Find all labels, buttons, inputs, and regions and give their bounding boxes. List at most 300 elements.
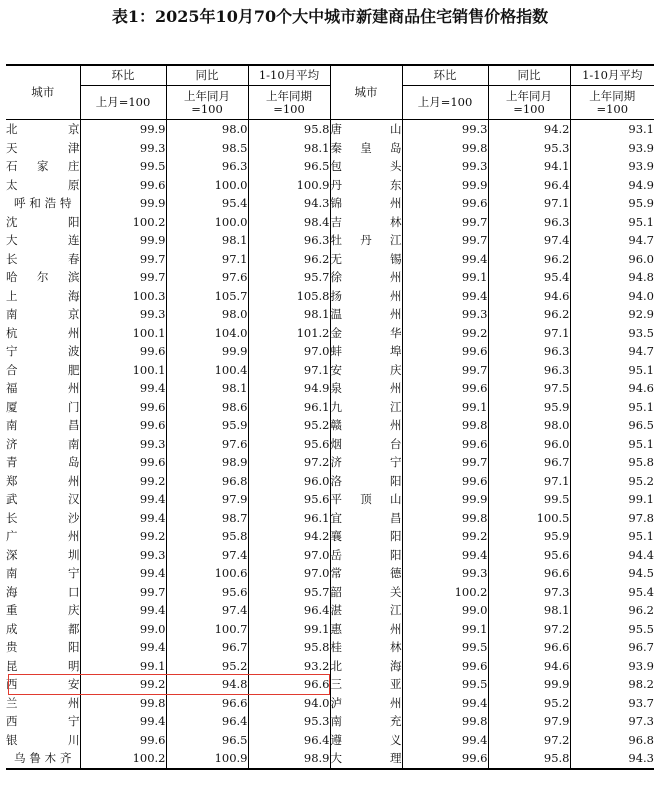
right-mom-value: 99.8 — [402, 712, 488, 731]
right-avg-value: 94.0 — [570, 287, 654, 306]
table-row — [6, 638, 654, 657]
right-avg-value: 96.7 — [570, 638, 654, 657]
right-city-name: 惠州 — [330, 620, 402, 639]
right-city-name: 丹东 — [330, 176, 402, 195]
left-mom-value: 99.0 — [80, 620, 166, 639]
left-yoy-value: 99.9 — [166, 342, 248, 361]
right-avg-value: 95.1 — [570, 398, 654, 417]
right-city-name: 赣州 — [330, 416, 402, 435]
left-avg-value: 94.0 — [248, 694, 330, 713]
right-yoy-value: 97.3 — [488, 583, 570, 602]
right-yoy-value: 94.1 — [488, 157, 570, 176]
left-city-name: 乌鲁木齐 — [6, 749, 80, 769]
right-mom-value: 100.2 — [402, 583, 488, 602]
left-yoy-value: 98.6 — [166, 398, 248, 417]
right-city-name: 大理 — [330, 749, 402, 769]
table-row — [6, 120, 654, 139]
left-avg-value: 94.3 — [248, 194, 330, 213]
left-avg-value: 97.0 — [248, 342, 330, 361]
table-row — [6, 453, 654, 472]
right-city-name: 三亚 — [330, 675, 402, 694]
header-yoy-right: 同比 — [488, 65, 570, 86]
left-city-name: 西安 — [6, 677, 80, 691]
left-yoy-value: 97.4 — [166, 546, 248, 565]
header-yoy-sub-right: 上年同月=100 — [488, 86, 570, 120]
left-city-name: 上海 — [6, 288, 80, 303]
right-avg-value: 98.2 — [570, 675, 654, 694]
right-city-name: 蚌埠 — [330, 342, 402, 361]
right-mom-value: 99.4 — [402, 731, 488, 750]
right-avg-value: 94.7 — [570, 231, 654, 250]
right-avg-value: 96.5 — [570, 416, 654, 435]
left-mom-value: 99.9 — [80, 120, 166, 139]
right-yoy-value: 96.3 — [488, 213, 570, 232]
right-city-name: 宜昌 — [330, 509, 402, 528]
left-city-name: 宁波 — [6, 344, 80, 358]
right-yoy-value: 96.4 — [488, 176, 570, 195]
left-mom-value: 99.4 — [80, 712, 166, 731]
right-avg-value: 94.3 — [570, 749, 654, 769]
right-city-name: 唐山 — [330, 120, 402, 139]
left-city-name: 石家庄 — [6, 159, 80, 173]
left-avg-value: 95.6 — [248, 490, 330, 509]
table-row — [6, 527, 654, 546]
right-city-name: 包头 — [330, 157, 402, 176]
right-mom-value: 99.9 — [402, 176, 488, 195]
left-yoy-value: 97.6 — [166, 435, 248, 454]
right-avg-value: 95.9 — [570, 194, 654, 213]
left-city-name: 大连 — [6, 233, 80, 247]
right-yoy-value: 97.1 — [488, 472, 570, 491]
right-avg-value: 95.1 — [570, 361, 654, 380]
left-yoy-value: 98.1 — [166, 379, 248, 398]
left-city-name: 西宁 — [6, 714, 80, 728]
left-yoy-value: 95.8 — [166, 527, 248, 546]
right-yoy-value: 97.1 — [488, 324, 570, 343]
header-city-right: 城市 — [330, 65, 402, 120]
table-title: 表1：2025年10月70个大中城市新建商品住宅销售价格指数 — [111, 7, 549, 26]
table-header — [6, 65, 654, 120]
right-avg-value: 92.9 — [570, 305, 654, 324]
left-avg-value: 98.4 — [248, 213, 330, 232]
left-avg-value: 99.1 — [248, 620, 330, 639]
table-row — [6, 546, 654, 565]
right-yoy-value: 95.4 — [488, 268, 570, 287]
right-yoy-value: 96.3 — [488, 361, 570, 380]
table-row — [6, 231, 654, 250]
left-city-name: 南宁 — [6, 566, 80, 580]
right-yoy-value: 96.3 — [488, 342, 570, 361]
left-mom-value: 99.6 — [80, 398, 166, 417]
table-row — [6, 416, 654, 435]
right-city-name: 湛江 — [330, 601, 402, 620]
header-mom-sub-left: 上月=100 — [80, 86, 166, 120]
right-avg-value: 95.1 — [570, 435, 654, 454]
right-mom-value: 99.3 — [402, 305, 488, 324]
left-avg-value: 96.6 — [248, 675, 330, 694]
left-yoy-value: 100.9 — [166, 749, 248, 769]
right-yoy-value: 96.6 — [488, 638, 570, 657]
left-mom-value: 99.3 — [80, 546, 166, 565]
right-city-name: 九江 — [330, 398, 402, 417]
header-city-left: 城市 — [6, 65, 80, 120]
left-avg-value: 95.7 — [248, 583, 330, 602]
left-mom-value: 99.2 — [80, 675, 166, 694]
right-avg-value: 93.5 — [570, 324, 654, 343]
left-yoy-value: 98.1 — [166, 231, 248, 250]
left-mom-value: 99.4 — [80, 564, 166, 583]
left-mom-value: 99.3 — [80, 435, 166, 454]
left-mom-value: 100.1 — [80, 324, 166, 343]
left-city-name: 福州 — [6, 381, 80, 395]
left-yoy-value: 98.0 — [166, 305, 248, 324]
right-mom-value: 99.3 — [402, 120, 488, 139]
right-city-name: 桂林 — [330, 638, 402, 657]
right-mom-value: 99.4 — [402, 694, 488, 713]
right-mom-value: 99.6 — [402, 342, 488, 361]
left-yoy-value: 100.0 — [166, 213, 248, 232]
header-avg-left: 1-10月平均 — [248, 65, 330, 86]
right-yoy-value: 95.9 — [488, 527, 570, 546]
price-index-table — [6, 64, 654, 770]
right-yoy-value: 97.2 — [488, 620, 570, 639]
right-avg-value: 95.1 — [570, 527, 654, 546]
right-yoy-value: 94.6 — [488, 657, 570, 676]
right-city-name: 吉林 — [330, 213, 402, 232]
right-city-name: 襄阳 — [330, 527, 402, 546]
left-mom-value: 99.2 — [80, 527, 166, 546]
left-city-name: 厦门 — [6, 399, 80, 414]
left-mom-value: 99.4 — [80, 509, 166, 528]
left-mom-value: 99.6 — [80, 416, 166, 435]
left-avg-value: 96.1 — [248, 509, 330, 528]
header-avg-sub-left: 上年同期=100 — [248, 86, 330, 120]
right-mom-value: 99.5 — [402, 675, 488, 694]
table-row — [6, 361, 654, 380]
left-yoy-value: 95.4 — [166, 194, 248, 213]
left-avg-value: 98.9 — [248, 749, 330, 769]
left-yoy-value: 98.5 — [166, 139, 248, 158]
right-mom-value: 99.3 — [402, 564, 488, 583]
right-avg-value: 94.6 — [570, 379, 654, 398]
right-avg-value: 97.3 — [570, 712, 654, 731]
right-yoy-value: 95.8 — [488, 749, 570, 769]
left-mom-value: 99.9 — [80, 231, 166, 250]
right-yoy-value: 96.7 — [488, 453, 570, 472]
right-city-name: 无锡 — [330, 250, 402, 269]
table-row — [6, 342, 654, 361]
left-city-name: 南京 — [6, 307, 80, 321]
left-avg-value: 95.2 — [248, 416, 330, 435]
left-avg-value: 95.3 — [248, 712, 330, 731]
right-mom-value: 99.1 — [402, 620, 488, 639]
left-city-name: 呼和浩特 — [14, 196, 72, 210]
left-yoy-value: 97.4 — [166, 601, 248, 620]
right-avg-value: 97.8 — [570, 509, 654, 528]
header-mom-right: 环比 — [402, 65, 488, 86]
right-yoy-value: 98.0 — [488, 416, 570, 435]
right-city-name: 安庆 — [330, 361, 402, 380]
left-yoy-value: 100.7 — [166, 620, 248, 639]
left-avg-value: 101.2 — [248, 324, 330, 343]
left-mom-value: 99.6 — [80, 731, 166, 750]
left-avg-value: 95.8 — [248, 120, 330, 139]
table-row — [6, 749, 654, 769]
left-city-name: 太原 — [6, 177, 80, 192]
right-city-name: 洛阳 — [330, 472, 402, 491]
left-yoy-value: 97.1 — [166, 250, 248, 269]
left-city-name: 兰州 — [6, 695, 80, 710]
right-yoy-value: 95.2 — [488, 694, 570, 713]
right-city-name: 岳阳 — [330, 546, 402, 565]
left-mom-value: 99.5 — [80, 157, 166, 176]
right-city-name: 锦州 — [330, 194, 402, 213]
right-city-name: 济宁 — [330, 453, 402, 472]
right-city-name: 泉州 — [330, 379, 402, 398]
right-city-name: 韶关 — [330, 583, 402, 602]
left-city-name: 银川 — [6, 732, 80, 747]
right-avg-value: 93.1 — [570, 120, 654, 139]
left-mom-value: 99.3 — [80, 139, 166, 158]
right-mom-value: 99.8 — [402, 509, 488, 528]
left-yoy-value: 98.9 — [166, 453, 248, 472]
left-avg-value: 94.2 — [248, 527, 330, 546]
right-mom-value: 99.6 — [402, 379, 488, 398]
left-mom-value: 99.4 — [80, 601, 166, 620]
table-row — [6, 324, 654, 343]
left-avg-value: 97.2 — [248, 453, 330, 472]
right-yoy-value: 96.0 — [488, 435, 570, 454]
left-city-name: 哈尔滨 — [6, 270, 80, 284]
right-city-name: 泸州 — [330, 694, 402, 713]
right-mom-value: 99.2 — [402, 527, 488, 546]
table-row — [6, 268, 654, 287]
left-yoy-value: 100.4 — [166, 361, 248, 380]
right-city-name: 金华 — [330, 324, 402, 343]
left-yoy-value: 95.9 — [166, 416, 248, 435]
table-row — [6, 620, 654, 639]
right-city-name: 平顶山 — [330, 490, 402, 509]
left-yoy-value: 96.3 — [166, 157, 248, 176]
left-mom-value: 99.2 — [80, 472, 166, 491]
right-mom-value: 99.6 — [402, 435, 488, 454]
left-mom-value: 99.8 — [80, 694, 166, 713]
table-row — [6, 675, 654, 694]
left-yoy-value: 98.7 — [166, 509, 248, 528]
left-mom-value: 99.4 — [80, 638, 166, 657]
right-mom-value: 99.4 — [402, 250, 488, 269]
table-row — [6, 490, 654, 509]
right-yoy-value: 96.2 — [488, 305, 570, 324]
right-mom-value: 99.0 — [402, 601, 488, 620]
right-yoy-value: 97.1 — [488, 194, 570, 213]
table-row — [6, 712, 654, 731]
left-city-name: 天津 — [6, 140, 80, 155]
table-row — [6, 305, 654, 324]
left-avg-value: 98.1 — [248, 139, 330, 158]
right-yoy-value: 97.5 — [488, 379, 570, 398]
left-avg-value: 98.1 — [248, 305, 330, 324]
left-mom-value: 99.6 — [80, 453, 166, 472]
header-avg-right: 1-10月平均 — [570, 65, 654, 86]
table-row — [6, 398, 654, 417]
table-row — [6, 213, 654, 232]
table-row — [6, 176, 654, 195]
right-mom-value: 99.7 — [402, 453, 488, 472]
right-mom-value: 99.8 — [402, 139, 488, 158]
right-yoy-value: 96.6 — [488, 564, 570, 583]
table-row — [6, 250, 654, 269]
left-avg-value: 95.7 — [248, 268, 330, 287]
right-avg-value: 96.0 — [570, 250, 654, 269]
right-mom-value: 99.6 — [402, 657, 488, 676]
left-yoy-value: 96.4 — [166, 712, 248, 731]
left-yoy-value: 96.7 — [166, 638, 248, 657]
left-city-name: 重庆 — [6, 603, 80, 617]
right-yoy-value: 99.5 — [488, 490, 570, 509]
header-yoy-sub-left: 上年同月=100 — [166, 86, 248, 120]
right-avg-value: 99.1 — [570, 490, 654, 509]
right-avg-value: 95.8 — [570, 453, 654, 472]
right-avg-value: 93.9 — [570, 657, 654, 676]
left-city-name: 武汉 — [6, 492, 80, 506]
left-city-name: 广州 — [6, 529, 80, 543]
left-yoy-value: 97.9 — [166, 490, 248, 509]
left-yoy-value: 94.8 — [166, 675, 248, 694]
left-city-name: 长沙 — [6, 510, 80, 525]
table-row — [6, 194, 654, 213]
left-avg-value: 96.4 — [248, 601, 330, 620]
left-city-name: 济南 — [6, 436, 80, 451]
left-avg-value: 96.1 — [248, 398, 330, 417]
table-row — [6, 157, 654, 176]
left-yoy-value: 96.5 — [166, 731, 248, 750]
right-mom-value: 99.3 — [402, 157, 488, 176]
left-city-name: 合肥 — [6, 362, 80, 377]
left-avg-value: 97.0 — [248, 546, 330, 565]
right-yoy-value: 97.9 — [488, 712, 570, 731]
left-avg-value: 96.3 — [248, 231, 330, 250]
left-avg-value: 96.4 — [248, 731, 330, 750]
right-avg-value: 95.2 — [570, 472, 654, 491]
right-city-name: 秦皇岛 — [330, 139, 402, 158]
left-yoy-value: 100.6 — [166, 564, 248, 583]
right-mom-value: 99.2 — [402, 324, 488, 343]
left-avg-value: 96.0 — [248, 472, 330, 491]
right-avg-value: 93.9 — [570, 139, 654, 158]
table-row — [6, 601, 654, 620]
left-mom-value: 99.6 — [80, 176, 166, 195]
header-avg-sub-right: 上年同期=100 — [570, 86, 654, 120]
right-mom-value: 99.1 — [402, 268, 488, 287]
right-avg-value: 94.4 — [570, 546, 654, 565]
table-row — [6, 139, 654, 158]
left-avg-value: 93.2 — [248, 657, 330, 676]
left-avg-value: 95.6 — [248, 435, 330, 454]
left-city-name: 沈阳 — [6, 214, 80, 229]
right-mom-value: 99.4 — [402, 287, 488, 306]
table-row — [6, 583, 654, 602]
left-mom-value: 100.2 — [80, 749, 166, 769]
left-city-name: 杭州 — [6, 325, 80, 340]
right-avg-value: 95.1 — [570, 213, 654, 232]
left-yoy-value: 96.8 — [166, 472, 248, 491]
left-city-name: 青岛 — [6, 455, 80, 469]
left-mom-value: 99.7 — [80, 250, 166, 269]
left-yoy-value: 96.6 — [166, 694, 248, 713]
right-yoy-value: 94.6 — [488, 287, 570, 306]
left-avg-value: 97.0 — [248, 564, 330, 583]
header-yoy-left: 同比 — [166, 65, 248, 86]
left-mom-value: 100.3 — [80, 287, 166, 306]
right-yoy-value: 100.5 — [488, 509, 570, 528]
left-city-name: 长春 — [6, 251, 80, 266]
right-city-name: 扬州 — [330, 287, 402, 306]
right-avg-value: 95.5 — [570, 620, 654, 639]
right-avg-value: 93.7 — [570, 694, 654, 713]
left-yoy-value: 98.0 — [166, 120, 248, 139]
left-mom-value: 99.4 — [80, 490, 166, 509]
right-mom-value: 99.8 — [402, 416, 488, 435]
left-mom-value: 99.3 — [80, 305, 166, 324]
right-yoy-value: 94.2 — [488, 120, 570, 139]
table-row — [6, 287, 654, 306]
left-avg-value: 105.8 — [248, 287, 330, 306]
right-avg-value: 94.5 — [570, 564, 654, 583]
right-yoy-value: 97.2 — [488, 731, 570, 750]
right-mom-value: 99.9 — [402, 490, 488, 509]
table-row — [6, 694, 654, 713]
left-mom-value: 100.2 — [80, 213, 166, 232]
right-city-name: 徐州 — [330, 268, 402, 287]
table-row — [6, 509, 654, 528]
left-city-name: 南昌 — [6, 418, 80, 432]
right-city-name: 南充 — [330, 712, 402, 731]
right-city-name: 牡丹江 — [330, 231, 402, 250]
left-city-name: 北京 — [6, 122, 80, 136]
right-mom-value: 99.5 — [402, 638, 488, 657]
left-mom-value: 99.7 — [80, 583, 166, 602]
left-mom-value: 99.1 — [80, 657, 166, 676]
left-avg-value: 94.9 — [248, 379, 330, 398]
right-mom-value: 99.4 — [402, 546, 488, 565]
right-mom-value: 99.6 — [402, 472, 488, 491]
right-avg-value: 96.8 — [570, 731, 654, 750]
left-yoy-value: 97.6 — [166, 268, 248, 287]
right-mom-value: 99.1 — [402, 398, 488, 417]
left-yoy-value: 105.7 — [166, 287, 248, 306]
right-yoy-value: 99.9 — [488, 675, 570, 694]
right-mom-value: 99.7 — [402, 361, 488, 380]
left-city-name: 成都 — [6, 621, 80, 636]
right-yoy-value: 98.1 — [488, 601, 570, 620]
right-city-name: 遵义 — [330, 731, 402, 750]
right-mom-value: 99.6 — [402, 749, 488, 769]
right-mom-value: 99.6 — [402, 194, 488, 213]
right-yoy-value: 95.9 — [488, 398, 570, 417]
left-city-name: 深圳 — [6, 547, 80, 562]
left-mom-value: 100.1 — [80, 361, 166, 380]
table-row — [6, 472, 654, 491]
left-city-name: 昆明 — [6, 658, 80, 673]
left-avg-value: 96.5 — [248, 157, 330, 176]
left-city-name: 海口 — [6, 584, 80, 599]
right-city-name: 北海 — [330, 657, 402, 676]
right-city-name: 温州 — [330, 305, 402, 324]
table-row — [6, 564, 654, 583]
right-mom-value: 99.7 — [402, 231, 488, 250]
left-yoy-value: 95.2 — [166, 657, 248, 676]
